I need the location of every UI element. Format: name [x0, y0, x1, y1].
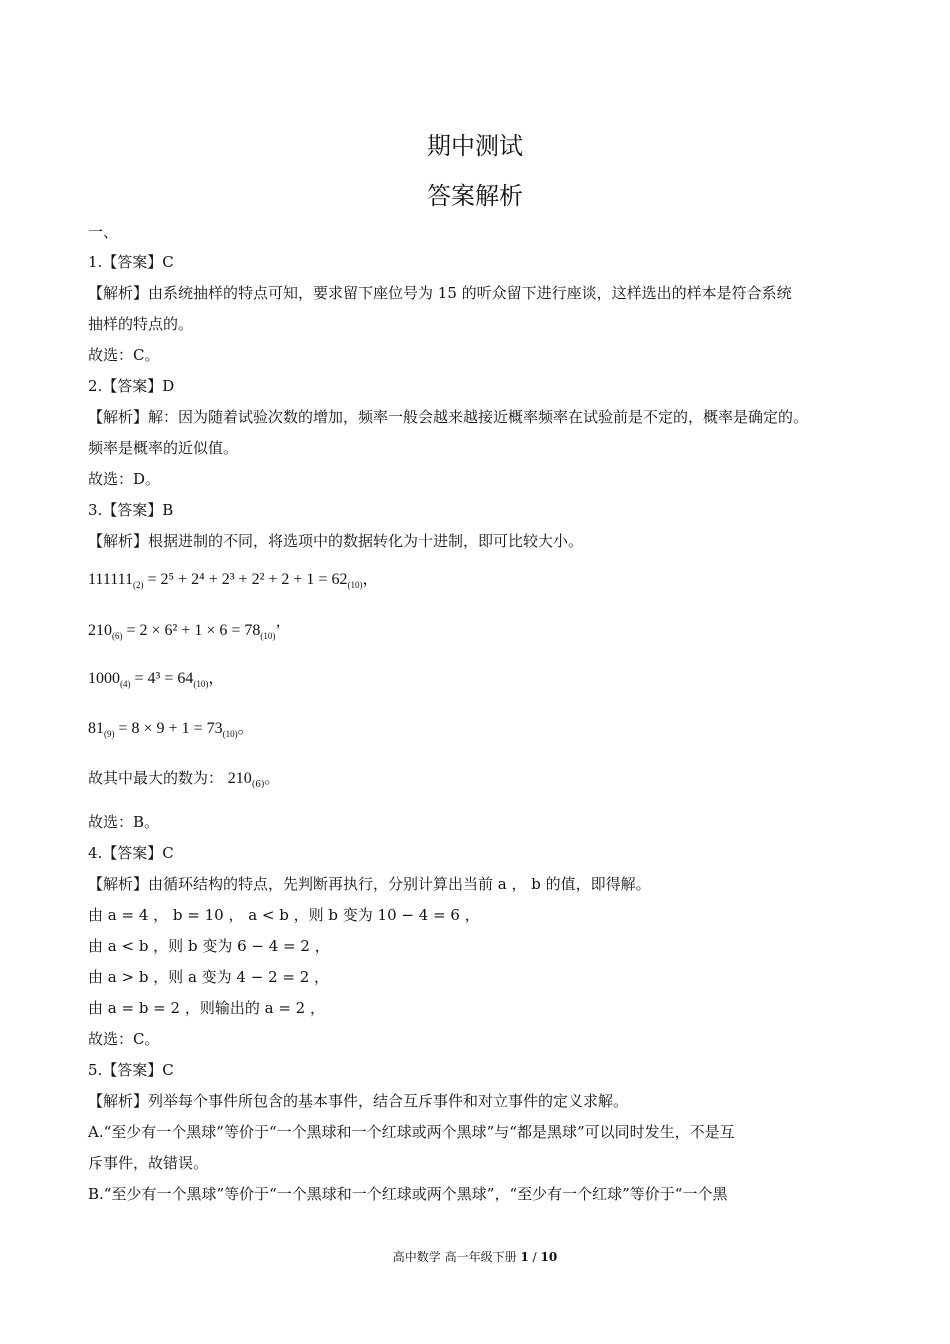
section-heading: 一、: [88, 223, 119, 241]
page-subtitle: 答案解析: [427, 182, 523, 210]
page-footer: 高中数学 高一年级下册 1 / 10: [392, 1250, 558, 1264]
q4-analysis: 【解析】由循环结构的特点，先判断再执行，分别计算出当前 a ， b 的值，即得解。: [88, 875, 651, 893]
q2-answer: 2.【答案】D: [88, 377, 175, 395]
q3-answer: 3.【答案】B: [88, 501, 174, 519]
q2-analysis-line2: 频率是概率的近似值。: [88, 439, 239, 457]
q4-choose: 故选：C。: [88, 1030, 160, 1048]
q4-step-1: 由 a = 4 ， b = 10 ， a < b ，则 b 变为 10 − 4 = 6 ，: [88, 906, 480, 924]
q2-analysis-line1: 【解析】解：因为随着试验次数的增加，频率一般会越来越接近概率频率在试验前是不定的，概率是确定的。: [88, 408, 809, 426]
footer-page-total: 10: [540, 1250, 558, 1264]
q1-choose: 故选：C。: [88, 346, 160, 364]
footer-page-number: 1: [520, 1250, 529, 1264]
q3-max-line: 故其中最大的数为： $210_{(6)}$。: [88, 769, 280, 790]
q5-option-a-line2: 斥事件，故错误。: [88, 1154, 209, 1172]
page-title: 期中测试: [427, 132, 523, 160]
q3-equation-1: $111111_{(2)} = 2^5 + 2^4 + 2^3 + 2^2 + 2 + 1 = 62_{(10)}$，: [88, 571, 379, 590]
footer-text: 高中数学 高一年级下册: [392, 1250, 517, 1264]
q3-equation-2: $210_{(6)} = 2 \times 6^2 + 1 \times 6 = 78_{(10)}$’: [88, 622, 281, 641]
q1-answer: 1.【答案】C: [88, 253, 174, 271]
q4-step-3: 由 a > b ，则 a 变为 4 − 2 = 2 ，: [88, 968, 330, 986]
q3-equation-3: $1000_{(4)} = 4^3 = 64_{(10)}$，: [88, 670, 225, 689]
q1-analysis-line2: 抽样的特点的。: [88, 315, 194, 333]
q5-option-a-line1: A.“至少有一个黑球”等价于“一个黑球和一个红球或两个黑球”与“都是黑球”可以同时发生，不是互: [88, 1123, 735, 1141]
q3-equation-4: $81_{(9)} = 8 \times 9 + 1 = 73_{(10)}$。: [88, 720, 254, 739]
q5-option-b-line1: B.“至少有一个黑球”等价于“一个黑球和一个红球或两个黑球”，“至少有一个红球”等价于“一个黑: [88, 1185, 728, 1203]
q1-analysis-line1: 【解析】由系统抽样的特点可知，要求留下座位号为 15 的听众留下进行座谈，这样选出的样本是符合系统: [88, 284, 792, 302]
q3-analysis: 【解析】根据进制的不同，将选项中的数据转化为十进制，即可比较大小。: [88, 532, 584, 550]
q4-step-2: 由 a < b ，则 b 变为 6 − 4 = 2 ，: [88, 937, 330, 955]
q4-answer: 4.【答案】C: [88, 844, 174, 862]
q5-analysis: 【解析】列举每个事件所包含的基本事件，结合互斥事件和对立事件的定义求解。: [88, 1092, 629, 1110]
q2-choose: 故选：D。: [88, 470, 161, 488]
q4-step-4: 由 a = b = 2 ，则输出的 a = 2 ，: [88, 999, 325, 1017]
q3-choose: 故选：B。: [88, 813, 160, 831]
q5-answer: 5.【答案】C: [88, 1061, 174, 1079]
